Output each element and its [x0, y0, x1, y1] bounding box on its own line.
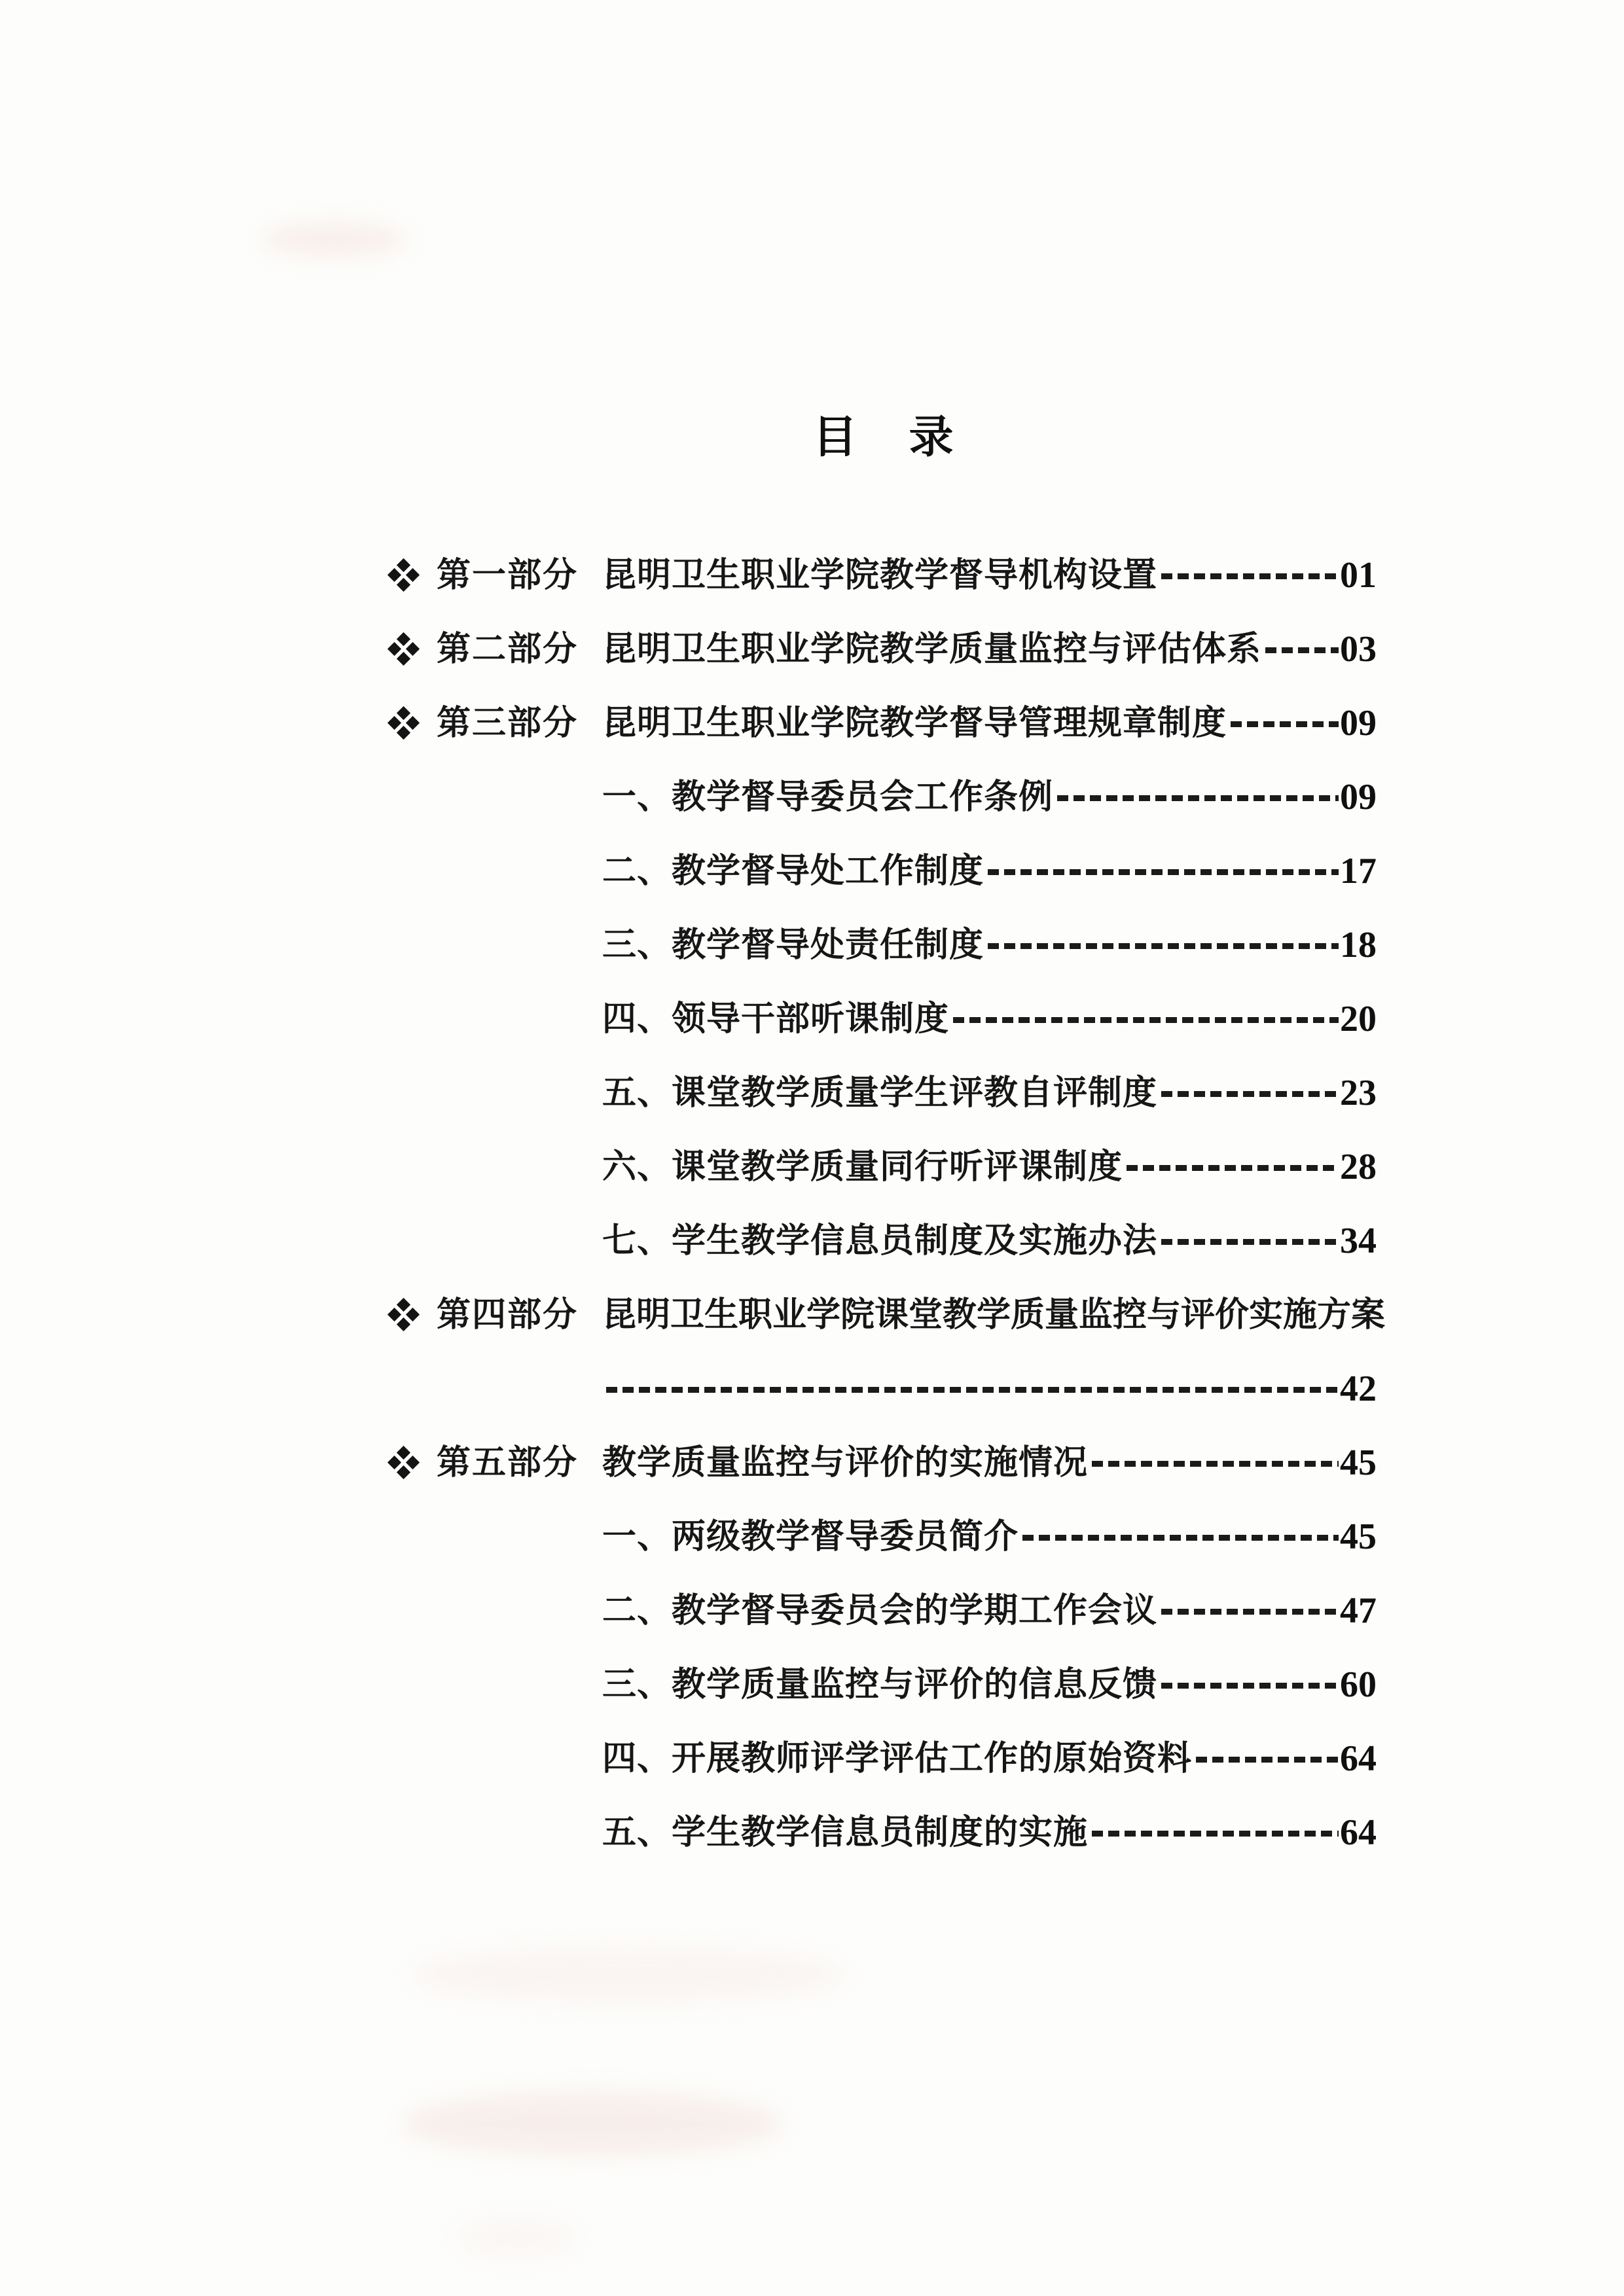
dash-leader: [1092, 1831, 1339, 1837]
toc-page-number: 34: [1340, 1220, 1377, 1261]
toc-entry-title: 昆明卫生职业学院教学质量监控与评估体系: [602, 630, 1262, 668]
dash-leader: [1057, 795, 1339, 801]
toc-page-number: 45: [1340, 1442, 1377, 1483]
diamond-shape: [397, 1297, 410, 1311]
dash-leader: [1161, 573, 1339, 579]
scan-smudge: [403, 2091, 782, 2157]
toc-row: [389, 760, 1377, 834]
diamond-shape: [406, 1455, 420, 1469]
toc-page-number: 03: [1340, 628, 1377, 670]
toc-section-label: 第一部分: [437, 556, 579, 594]
toc-row: [389, 834, 1377, 908]
toc-row: [389, 1056, 1377, 1130]
toc-row: [389, 1795, 1377, 1869]
toc-row: [389, 686, 1377, 760]
toc-entry-title: 四、开展教师评学评估工作的原始资料: [602, 1739, 1193, 1778]
four-diamond-icon: [389, 708, 437, 739]
toc-row: [389, 1278, 1386, 1352]
toc-row: [389, 1573, 1377, 1647]
scan-smudge: [458, 2219, 576, 2258]
toc-entry-title: 二、教学督导处工作制度: [602, 852, 984, 890]
dash-leader: [1161, 1609, 1339, 1615]
toc-row: [389, 982, 1377, 1056]
toc-page-number: 28: [1340, 1146, 1377, 1187]
toc-entry-title: 昆明卫生职业学院教学督导机构设置: [602, 556, 1158, 594]
toc-page-number: 01: [1340, 554, 1377, 596]
dash-leader: [953, 1017, 1339, 1023]
toc-entry-title: 三、教学督导处责任制度: [602, 925, 984, 964]
diamond-shape: [397, 725, 410, 739]
toc-entry-title: 六、课堂教学质量同行听评课制度: [602, 1147, 1123, 1186]
diamond-shape: [406, 567, 420, 581]
toc-list: [389, 538, 1386, 1869]
dash-leader: [1265, 647, 1339, 653]
toc-section-label: 第四部分: [437, 1295, 579, 1334]
toc-entry-title: 一、教学督导委员会工作条例: [602, 778, 1054, 816]
diamond-shape: [397, 1445, 410, 1459]
toc-section-label: 第三部分: [437, 704, 579, 742]
dash-leader: [988, 869, 1339, 875]
four-diamond-icon: [389, 634, 437, 665]
toc-page-number: 60: [1340, 1664, 1377, 1705]
toc-entry-title: 教学质量监控与评价的实施情况: [602, 1443, 1089, 1482]
diamond-shape: [397, 651, 410, 665]
diamond-shape: [397, 706, 410, 719]
toc-entry-title: 四、领导干部听课制度: [602, 999, 950, 1038]
toc-section-label: 第二部分: [437, 630, 579, 668]
diamond-shape: [406, 1307, 420, 1321]
toc-entry-title: 三、教学质量监控与评价的信息反馈: [602, 1665, 1158, 1704]
dash-leader: [1022, 1535, 1339, 1541]
toc-page-number: 09: [1340, 702, 1377, 744]
dash-leader: [1161, 1239, 1339, 1245]
toc-page-number: 47: [1340, 1590, 1377, 1631]
diamond-shape: [406, 715, 420, 729]
dash-leader: [1196, 1757, 1339, 1763]
toc-row: [389, 1130, 1377, 1204]
toc-page-number: 18: [1340, 924, 1377, 965]
toc-entry-title: 五、学生教学信息员制度的实施: [602, 1813, 1089, 1852]
toc-row: [389, 908, 1377, 982]
toc-page-number: 09: [1340, 776, 1377, 817]
dash-leader: [1092, 1461, 1339, 1467]
diamond-shape: [397, 1317, 410, 1331]
diamond-shape: [406, 641, 420, 655]
scan-smudge: [262, 223, 406, 257]
toc-page-number: 23: [1340, 1072, 1377, 1113]
four-diamond-icon: [389, 560, 437, 591]
diamond-shape: [397, 577, 410, 591]
toc-row: [389, 1426, 1377, 1499]
toc-row: [389, 1647, 1377, 1721]
toc-entry-title: 昆明卫生职业学院课堂教学质量监控与评价实施方案: [602, 1295, 1386, 1334]
toc-page-number: 64: [1340, 1812, 1377, 1853]
toc-entry-title: 昆明卫生职业学院教学督导管理规章制度: [602, 704, 1227, 742]
toc-row: [389, 538, 1377, 612]
toc-page-number: 64: [1340, 1738, 1377, 1779]
scan-smudge: [412, 1947, 844, 2003]
diamond-shape: [388, 715, 401, 729]
dash-leader: [1161, 1091, 1339, 1097]
diamond-shape: [388, 1307, 401, 1321]
dash-leader: [1161, 1683, 1339, 1689]
toc-page-number: 42: [1340, 1368, 1377, 1409]
toc-row: [389, 612, 1377, 686]
toc-section-label: 第五部分: [437, 1443, 579, 1482]
four-diamond-icon: [389, 1447, 437, 1479]
dash-leader: [1127, 1165, 1339, 1171]
toc-row: [389, 1721, 1377, 1795]
toc-page-number: 45: [1340, 1516, 1377, 1557]
diamond-shape: [388, 1455, 401, 1469]
toc-entry-title: 二、教学督导委员会的学期工作会议: [602, 1591, 1158, 1630]
four-diamond-icon: [389, 1299, 437, 1331]
page-title: 目 录: [812, 412, 954, 462]
diamond-shape: [397, 632, 410, 645]
dash-leader: [1231, 721, 1339, 727]
toc-entry-title: 七、学生教学信息员制度及实施办法: [602, 1221, 1158, 1260]
toc-entry-title: 一、两级教学督导委员简介: [602, 1517, 1019, 1556]
toc-page-number: 17: [1340, 850, 1377, 891]
diamond-shape: [388, 567, 401, 581]
diamond-shape: [397, 1465, 410, 1479]
dash-leader: [988, 943, 1339, 949]
toc-row: [389, 1499, 1377, 1573]
toc-row: [389, 1204, 1377, 1278]
toc-row: [389, 1352, 1377, 1426]
dash-leader: [606, 1387, 1339, 1393]
diamond-shape: [397, 558, 410, 571]
toc-entry-title: 五、课堂教学质量学生评教自评制度: [602, 1073, 1158, 1112]
toc-page-number: 20: [1340, 998, 1377, 1039]
diamond-shape: [388, 641, 401, 655]
